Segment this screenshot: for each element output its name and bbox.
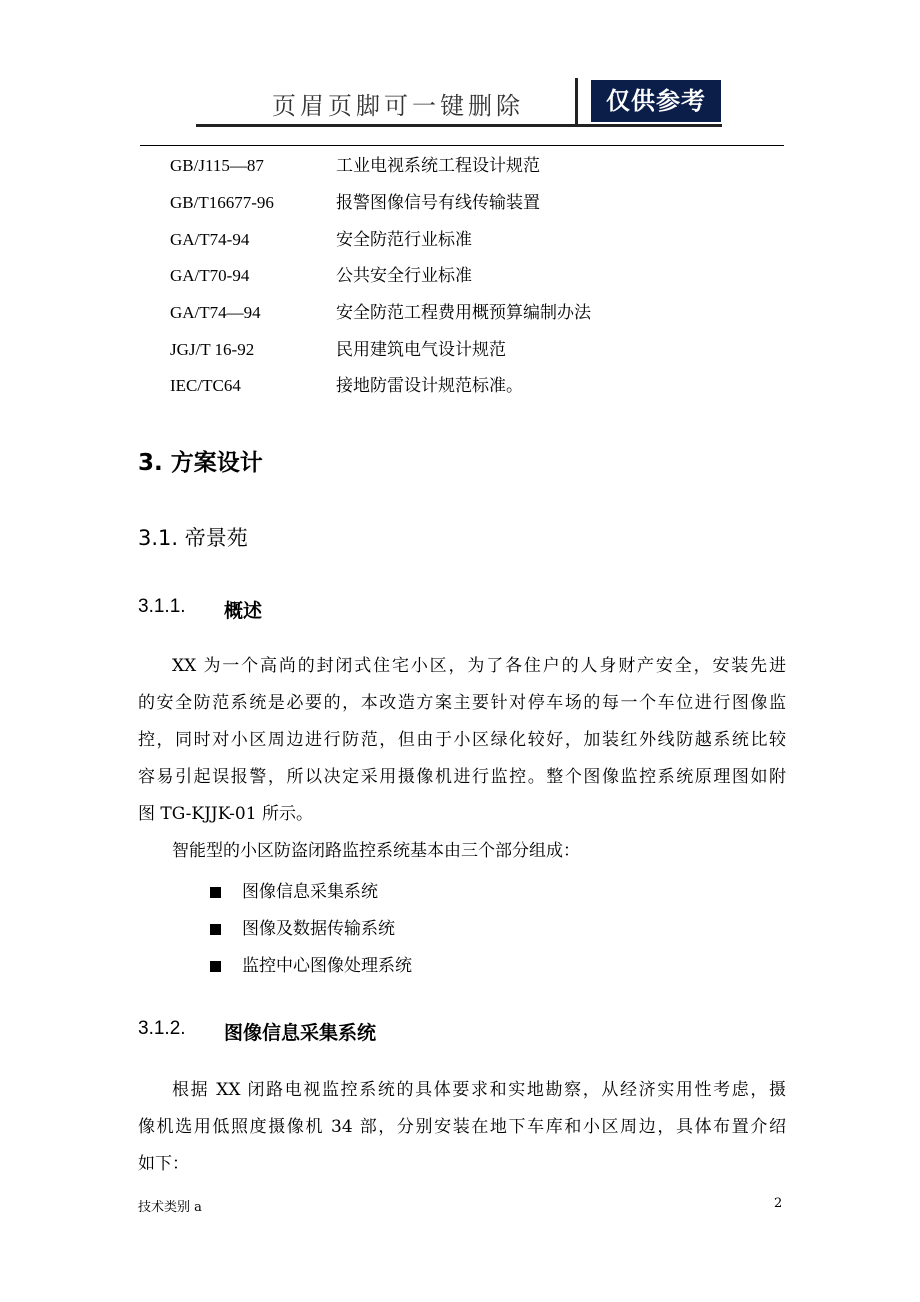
header-divider [575, 78, 578, 124]
header-badge: 仅供参考 [591, 80, 721, 122]
standard-code: GA/T74-94 [170, 230, 250, 249]
paragraph-line: 容易引起误报警，所以决定采用摄像机进行监控。整个图像监控系统原理图如附 [138, 767, 786, 787]
paragraph-line: 根据 XX 闭路电视监控系统的具体要求和实地勘察，从经济实用性考虑，摄 [172, 1080, 786, 1100]
paragraph-line: 如下： [138, 1154, 189, 1174]
components-intro: 智能型的小区防盗闭路监控系统基本由三个部分组成： [172, 841, 580, 861]
heading-title: 概述 [224, 600, 263, 622]
list-item-text: 图像及数据传输系统 [242, 919, 395, 939]
standard-name: 接地防雷设计规范标准。 [336, 376, 523, 396]
standard-name: 民用建筑电气设计规范 [336, 340, 506, 360]
standard-code: IEC/TC64 [170, 376, 241, 395]
paragraph-line: 图 TG-KJJK-01 所示。 [138, 804, 313, 824]
standard-name: 工业电视系统工程设计规范 [336, 156, 540, 176]
standard-code: GB/T16677-96 [170, 193, 274, 212]
header-underline [196, 124, 722, 127]
bullet-square-icon [210, 924, 221, 935]
paragraph-line: 的安全防范系统是必要的，本改造方案主要针对停车场的每一个车位进行图像监 [138, 693, 786, 713]
heading-number: 3.1.2. [138, 1018, 186, 1039]
standard-code: JGJ/T 16-92 [170, 340, 255, 359]
standard-name: 安全防范行业标准 [336, 230, 472, 250]
footer-label: 技术类别 a [138, 1200, 202, 1215]
list-item-text: 监控中心图像处理系统 [242, 956, 412, 976]
header-rule [140, 145, 784, 146]
subsection-heading: 3.1. 帝景苑 [138, 526, 248, 550]
paragraph-line: XX 为一个高尚的封闭式住宅小区，为了各住户的人身财产安全，安装先进 [172, 656, 786, 676]
standard-code: GB/J115—87 [170, 156, 264, 175]
standard-code: GA/T74—94 [170, 303, 261, 322]
bullet-square-icon [210, 961, 221, 972]
header-text: 页眉页脚可一键删除 [272, 92, 524, 120]
paragraph-line: 像机选用低照度摄像机 34 部，分别安装在地下车库和小区周边，具体布置介绍 [138, 1117, 786, 1137]
standard-name: 安全防范工程费用概预算编制办法 [336, 303, 591, 323]
standard-name: 公共安全行业标准 [336, 266, 472, 286]
paragraph-line: 控，同时对小区周边进行防范，但由于小区绿化较好，加装红外线防越系统比较 [138, 730, 786, 750]
heading-title: 图像信息采集系统 [224, 1022, 377, 1044]
bullet-square-icon [210, 887, 221, 898]
list-item-text: 图像信息采集系统 [242, 882, 378, 902]
standard-code: GA/T70-94 [170, 266, 250, 285]
standard-name: 报警图像信号有线传输装置 [336, 193, 540, 213]
section-heading: 3. 方案设计 [138, 450, 263, 476]
page-number: 2 [774, 1196, 783, 1211]
heading-number: 3.1.1. [138, 596, 186, 617]
